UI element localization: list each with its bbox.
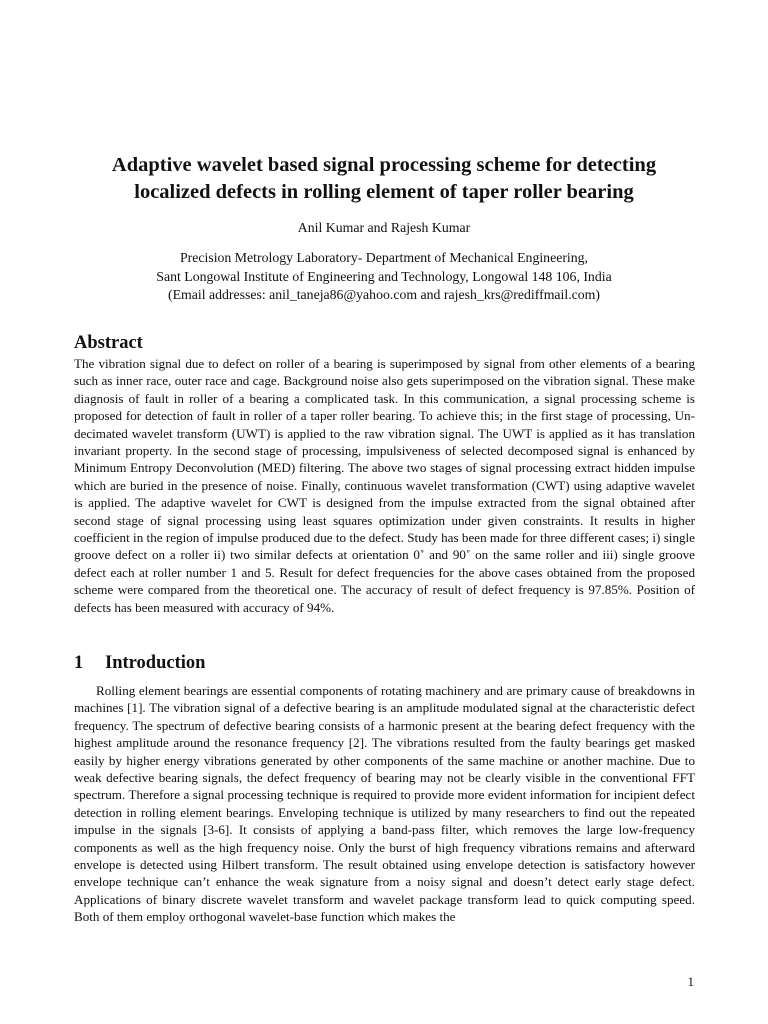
abstract-heading: Abstract	[74, 333, 143, 353]
page-number: 1	[687, 974, 694, 989]
affiliation-line-2: Sant Longowal Institute of Engineering and Technology, Longowal 148 106, India	[156, 268, 612, 284]
section-heading-introduction	[74, 652, 205, 674]
introduction-text: Rolling element bearings are essential components of rotating machinery and are primary cause of breakdowns in machines [1]. The vibration signal of a defective bearing is an amplitude modulated signal at the characteristic defect frequency. The spectrum of defective bearing consists of a harmonic present at the bearing defect frequency with the highest amplitude around the resonance frequency [2]. The vibrations resulted from the faulty bearings get masked easily by higher energy vibrations generated by other components of the same machine or another machine. Due to weak defective bearing signals, the defect frequency of bearing may not be clearly visible in the conventional FFT spectrum. Therefore a signal processing technique is required to provide more evident information for incipient defect detection in rolling element bearings. Enveloping technique is utilized by many researchers to find out the repeated impulse in the signals [3-6]. It consists of applying a band-pass filter, which removes the large low-frequency components as well as the high frequency noise. Only the burst of high frequency vibrations remains and afterward envelope is detected using Hilbert transform. The result obtained using envelope detection is satisfactory however envelope technique can’t enhance the weak signature from a noisy signal and doesn’t detect early stage defect. Applications of binary discrete wavelet transform and wavelet package transform lead to quick computing speed. Both of them employ orthogonal wavelet-base function which makes the	[74, 683, 695, 925]
title-line-1: Adaptive wavelet based signal processing scheme for detecting	[111, 154, 657, 176]
section-title: Introduction	[105, 653, 206, 673]
abstract-text: The vibration signal due to defect on roller of a bearing is superimposed by signal from other elements of a bearing such as inner race, outer race and cage. Background noise also gets superimposed on the vibration signal. These make diagnosis of fault in roller of a bearing a complicated task. In this communication, a signal processing scheme is proposed for detection of fault in roller of a taper roller bearing. To achieve this; in the first stage of processing, Un-decimated wavelet transform (UWT) is applied to the raw vibration signal. The UWT is applied as it has translation invariant property. In the second stage of processing, impulsiveness of selected decomposed signal is enhanced by Minimum Entropy Deconvolution (MED) filtering. The above two stages of signal processing extract hidden impulse which are buried in the presence of noise. Finally, continuous wavelet transformation (CWT) using adaptive wavelet is applied. The adaptive wavelet for CWT is designed from the impulse extracted from the signal obtained after second stage of signal processing using least squares optimization under given constraints. It results in higher coefficient in the region of impulse produced due to the defect. Study has been made for three different cases; i) single groove defect on a roller ii) two similar defects at orientation 0˚ and 90˚ on the same roller and iii) single groove defect each at roller number 1 and 5. Result for defect frequencies for the above cases obtained from the proposed scheme were compared from the theoretical one. The accuracy of result of defect frequency is 97.85%. Position of defects has been measured with accuracy of 94%.	[74, 356, 695, 615]
email-addresses: (Email addresses: anil_taneja86@yahoo.com and rajesh_krs@rediffmail.com)	[167, 287, 601, 302]
author-list: Anil Kumar and Rajesh Kumar	[297, 220, 471, 235]
affiliation-block	[40, 249, 728, 305]
section-number: 1	[74, 653, 84, 673]
title-line-2: localized defects in rolling element of taper roller bearing	[134, 181, 634, 203]
paper-title	[40, 152, 728, 206]
affiliation-line-1: Precision Metrology Laboratory- Department of Mechanical Engineering,	[179, 250, 589, 265]
